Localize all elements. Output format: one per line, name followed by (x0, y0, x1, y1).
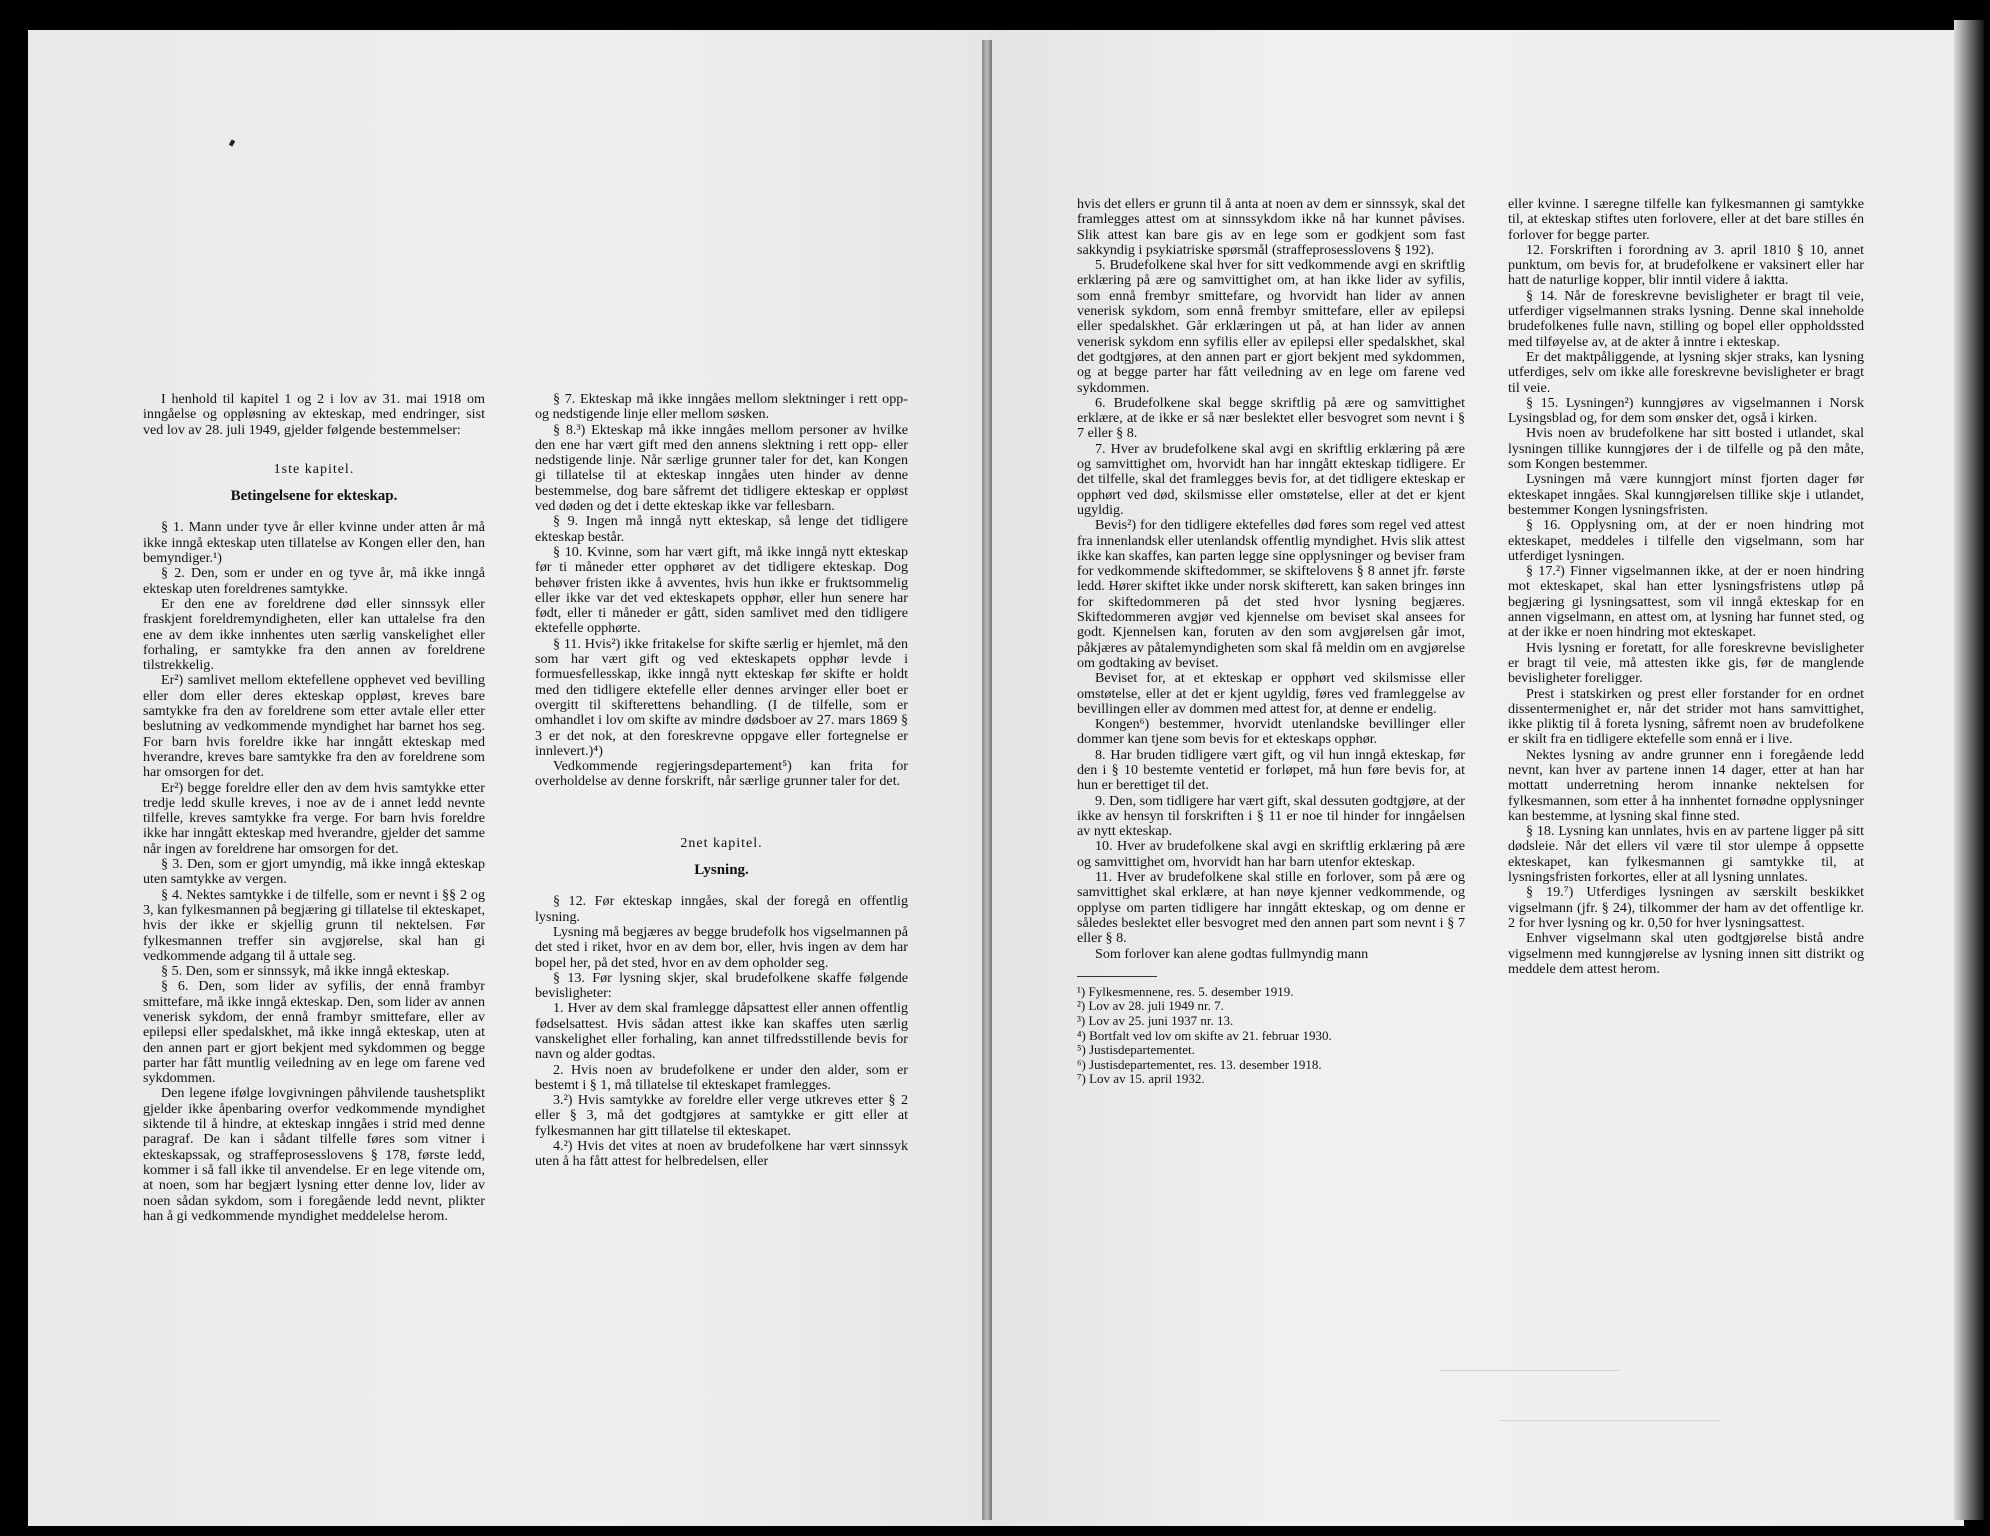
footnote: ⁶) Justisdepartementet, res. 13. desember 1918. (1077, 1056, 1322, 1072)
paragraph: Enhver vigselmann skal uten godtgjørelse bistå andre vigselmenn med kunngjørelse av lysning innen sitt distrikt og meddele dem attest herom. (1508, 930, 1864, 977)
chapter-1-title: Betingelsene for ekteskap. (230, 488, 398, 505)
paragraph: Vedkommende regjeringsdepartement⁵) kan frita for overholdelse av denne forskrift, når særlige grunner taler for det. (535, 758, 908, 790)
paragraph: Hvis noen av brudefolkene har sitt bosted i utlandet, skal lysningen tillike kunngjøres der i de tilfelle og på den måte, som Kongen bestemmer. (1508, 425, 1864, 473)
paragraph: Er²) samlivet mellom ektefellene opphevet ved bevilling eller dom eller deres ekteskap oppløst, kreves bare samtykke fra den av foreldrene som etter avtale eller etter beslutning av vedkommende myndighet har barnet hos seg. For barn hvis foreldre ikke har inngått ekteskap med hverandre, kreves bare samtykke fra den av foreldrene som har omsorgen for det. (143, 672, 485, 781)
paragraph: § 16. Opplysning om, at der er noen hindring mot ekteskapet, meddeles i tilfelle den vigselmann, som har utferdiget lysningen. (1508, 517, 1864, 564)
left-column-a (143, 392, 485, 1224)
paragraph: Lysningen må være kunngjort minst fjorten dager før ekteskapet inngåes. Skal kunngjørelsen tillike skje i utlandet, bestemmer Kongen lysningsfristen. (1508, 471, 1864, 518)
paragraph: § 1. Mann under tyve år eller kvinne under atten år må ikke inngå ekteskap uten tillatelse av Kongen eller den, han bemyndiger.¹) (143, 519, 485, 567)
paragraph: § 12. Før ekteskap inngåes, skal der foregå en offentlig lysning. (535, 893, 908, 925)
paragraph: § 2. Den, som er under en og tyve år, må ikke inngå ekteskap uten foreldrenes samtykke. (143, 565, 485, 597)
paragraph: Er den ene av foreldrene død eller sinnssyk eller fraskjent foreldremyndigheten, eller kan uttalelse fra den ene av dem ikke innhentes uten særlig vanskelighet eller forhaling, er samtykke fra den annen av foreldrene tilstrekkelig. (143, 595, 485, 674)
paragraph: 12. Forskriften i forordning av 3. april 1810 § 10, annet punktum, om bevis for, at brudefolkene er vaksinert eller har hatt de naturlige kopper, blir inntil videre å iaktta. (1508, 241, 1864, 289)
paragraph: 6. Brudefolkene skal begge skriftlig på ære og samvittighet erklære, at de ikke er så nær beslektet eller besvogret som nevnt i § 7 eller § 8. (1077, 394, 1465, 442)
footnote: ²) Lov av 28. juli 1949 nr. 7. (1077, 998, 1224, 1014)
book-gutter (982, 40, 992, 1520)
left-column-b (535, 392, 908, 1170)
footnote: ¹) Fylkesmennene, res. 5. desember 1919. (1077, 983, 1294, 999)
chapter-2-label: 2net kapitel. (680, 835, 763, 851)
paragraph: Hvis lysning er foretatt, for alle foreskrevne bevisligheter er bragt til veie, må attesten ikke gis, før de manglende bevisligheter foreligger. (1508, 639, 1864, 687)
paragraph: § 5. Den, som er sinnssyk, må ikke inngå ekteskap. (161, 963, 450, 980)
footnote: ³) Lov av 25. juni 1937 nr. 13. (1077, 1013, 1234, 1029)
paragraph: 7. Hver av brudefolkene skal avgi en skriftlig erklæring på ære og samvittighet om, hvorvidt han har inngått ekteskap tidligere. Er det tilfelle, skal det framlegges bevis for, at det tidligere ekteskap er opphørt ved død, skilsmisse eller omstøtelse, eller at det er kjent ugyldig. (1077, 440, 1465, 518)
paragraph: 4.²) Hvis det vites at noen av brudefolkene har vært sinnssyk uten å ha fått attest for helbredelsen, eller (535, 1138, 908, 1170)
chapter-1-label: 1ste kapitel. (273, 461, 355, 477)
paragraph: Er det maktpåliggende, at lysning skjer straks, kan lysning utferdiges, selv om ikke alle foreskrevne bevisligheter er bragt til veie. (1508, 348, 1864, 396)
paragraph: § 15. Lysningen²) kunngjøres av vigselmannen i Norsk Lysingsblad og, for dem som ønsker det, også i kirken. (1508, 394, 1864, 427)
paragraph: Lysning må begjæres av begge brudefolk hos vigselmannen på det sted i riket, hvor en av dem bor, eller, hvis ingen av dem har bopel her, på det sted, hvor en av dem opholder seg. (535, 923, 908, 971)
paragraph: § 7. Ekteskap må ikke inngåes mellom slektninger i rett opp- og nedstigende linje eller mellom søsken. (535, 391, 908, 423)
paragraph: § 13. Før lysning skjer, skal brudefolkene skaffe følgende bevisligheter: (535, 969, 908, 1002)
paragraph: Den legene ifølge lovgivningen påhvilende taushetsplikt gjelder ikke åpenbaring overfor vedkommende myndighet siktende til å hindre, at ekteskap inngåes i strid med denne paragraf. De kan i sådant tilfelle føres som vitner i ekteskapssak, og straffeprosesslovens § 178, første ledd, kommer i så fall ikke til anvendelse. Er en lege vitende om, at noen, som har begjært lysning etter denne lov, lider av noen sådan sykdom, som i foregående ledd nevnt, plikter han å gi vedkommende myndighet meddelelse herom. (143, 1085, 485, 1224)
paragraph: § 4. Nektes samtykke i de tilfelle, som er nevnt i §§ 2 og 3, kan fylkesmannen på begjæring gi tillatelse til ekteskapet, hvis der ikke er skjellig grunn til nektelsen. Før fylkesmannen treffer sin avgjørelse, skal han gi vedkommende adgang til å uttale seg. (143, 886, 485, 964)
paragraph: 2. Hvis noen av brudefolkene er under den alder, som er bestemt i § 1, må tillatelse til ekteskapet framlegges. (535, 1061, 908, 1093)
scratch-mark (1440, 1370, 1620, 1371)
paragraph: 10. Hver av brudefolkene skal avgi en skriftlig erklæring på ære og samvittighet om, hvorvidt han har barn utenfor ekteskap. (1077, 838, 1465, 870)
intro-paragraph: I henhold til kapitel 1 og 2 i lov av 31. mai 1918 om inngåelse og oppløsning av ekteskap, med endringer, sist ved lov av 28. juli 1949, gjelder følgende bestemmelser: (143, 391, 485, 438)
right-column-a (1077, 197, 1465, 1087)
footnote: ⁷) Lov av 15. april 1932. (1077, 1071, 1205, 1087)
paragraph: 3.²) Hvis samtykke av foreldre eller verge utkreves etter § 2 eller § 3, må det godtgjøres at samtykke er gitt eller at fylkesmannen har gitt tillatelse til ekteskapet. (535, 1092, 908, 1139)
paragraph: Prest i statskirken og prest eller forstander for en ordnet dissentermenighet er, når det strider mot hans samvittighet, ikke pliktig til å foreta lysning, såfremt noen av brudefolkene er skilt fra en tidligere ektefelle som ennå er i live. (1508, 685, 1864, 748)
paragraph: § 19.⁷) Utferdiges lysningen av særskilt beskikket vigselmann (jfr. § 24), tilkommer der ham av det offentlige kr. 2 for hver lysning og kr. 0,50 for hver lysningsattest. (1508, 884, 1864, 931)
paragraph: § 14. Når de foreskrevne bevisligheter er bragt til veie, utferdiger vigselmannen straks lysning. Denne skal inneholde brudefolkenes fulle navn, stilling og bopel eller oppholdssted med tilføyelse av, at de akter å inntre i ekteskap. (1508, 287, 1864, 350)
paragraph: Som forlover kan alene godtas fullmyndig mann (1095, 945, 1369, 962)
paragraph: Er²) begge foreldre eller den av dem hvis samtykke etter tredje ledd skulle kreves, i noe av de i annet ledd nevnte tilfelle, kreves samtykke fra verge. For barn hvis foreldre ikke har inngått ekteskap med hverandre, gjelder det samme når ingen av foreldrene har omsorgen for det. (143, 779, 485, 857)
paragraph: § 9. Ingen må inngå nytt ekteskap, så lenge det tidligere ekteskap består. (535, 513, 908, 545)
paragraph: § 3. Den, som er gjort umyndig, må ikke inngå ekteskap uten samtykke av vergen. (143, 856, 485, 888)
paragraph: § 10. Kvinne, som har vært gift, må ikke inngå nytt ekteskap før ti måneder etter opphøret av det tidligere ekteskap. Dog behøver fristen ikke å avventes, hvis hun ikke er fruktsommelig eller ikke var det ved ekteskapets opphør, eller hun senere har født, eller ti måneder er gått, siden samlivet med den tidligere ektefelle opphørte. (535, 543, 908, 637)
paragraph: 8. Har bruden tidligere vært gift, og vil hun inngå ekteskap, før den i § 10 bestemte ventetid er forløpet, må hun føre bevis for, at hun er berettiget til det. (1077, 746, 1465, 794)
paragraph: 11. Hver av brudefolkene skal stille en forlover, som på ære og samvittighet skal erklære, at han nøye kjenner vedkommende, og opplyse om parten tidligere har inngått ekteskap, og om denne er således beslektet eller besvogret med den annen part som nevnt i § 7 eller § 8. (1077, 869, 1465, 947)
chapter-2-title: Lysning. (694, 862, 749, 879)
paragraph: Bevis²) for den tidligere ektefelles død føres som regel ved attest fra innenlandsk eller utenlandsk offentlig myndighet. Hvis slik attest ikke kan skaffes, kan parten legge sine opplysninger og beviser fram for vedkommende skiftedommer, se skiftelovens § 8 annet jfr. første ledd. Hører skiftet ikke under norsk skifterett, kan saken bringes inn for skiftedommeren på det sted hvor lysning begjæres. Skiftedommeren avgjør ved kjennelse om beviset skal ansees for godt. Kjennelsen kan, foruten av den som avgjørelsen går imot, påkjæres av påtalemyndigheten som skal få meldin om en avgjørelse om godtaking av beviset. (1077, 517, 1465, 671)
paragraph: Nektes lysning av andre grunner enn i foregående ledd nevnt, kan hver av partene innen 14 dager, etter at han har mottatt underretning herom innanke nektelsen for fylkesmannen, som etter å ha innhentet fornødne opplysninger kan bestemme, at lysning skal finne sted. (1508, 746, 1864, 824)
paragraph: Beviset for, at et ekteskap er opphørt ved skilsmisse eller omstøtelse, eller at det er kjent ugyldig, føres ved framleggelse av bevillingen eller av dommen med attest for, at denne er endelig. (1077, 670, 1465, 717)
page-edge-shadow (1954, 20, 1984, 1520)
paragraph: § 8.³) Ekteskap må ikke inngåes mellom personer av hvilke den ene har vært gift med den annens slektning i rett opp- eller nedstigende linje. Når særlige grunner taler for det, kan Kongen gi tillatelse til at ekteskap inngåes uten hinder av denne bestemmelse, dog bare såfremt det tidligere ekteskap er oppløst ved døden og det i dette ekteskap ikke var fellesbarn. (535, 421, 908, 515)
paragraph: § 11. Hvis²) ikke fritakelse for skifte særlig er hjemlet, må den som har vært gift og ved ekteskapets opphør levde i formuesfellesskap, ikke inngå nytt ekteskap før skifte er holdt med den tidligere ektefelle eller dennes arvinger eller boet er overgitt til skifterettens behandling. (I de tilfelle, som er omhandlet i lov om skifte av mindre dødsboer av 27. mars 1869 § 3 er det nok, at den foreskrevne oppgave eller fortegnelse er innlevert.)⁴) (535, 635, 908, 759)
footnote: ⁴) Bortfalt ved lov om skifte av 21. februar 1930. (1077, 1027, 1332, 1043)
paragraph: § 18. Lysning kan unnlates, hvis en av partene ligger på sitt dødsleie. Når det ellers vil være til stor ulempe å oppsette ekteskapet, kan fylkesmannen gi samtykke til, at lysningsfristen forkortes, eller at all lysning unnlates. (1508, 823, 1864, 886)
paragraph: eller kvinne. I særegne tilfelle kan fylkesmannen gi samtykke til, at ekteskap stiftes uten forlovere, eller at det bare stilles én forlover for begge parter. (1508, 196, 1864, 243)
paragraph: 1. Hver av dem skal framlegge dåpsattest eller annen offentlig fødselsattest. Hvis sådan attest ikke kan skaffes uten særlig vanskelighet eller forhaling, kan annet tilfredsstillende bevis for navn og alder godtas. (535, 1000, 908, 1063)
scratch-mark (1500, 1420, 1720, 1421)
right-column-b (1508, 197, 1864, 977)
paragraph: hvis det ellers er grunn til å anta at noen av dem er sinnssyk, skal det framlegges attest om at sinnssykdom ikke nå har kunnet påvises. Slik attest kan bare gis av en lege som er godkjent som fast sakkyndig i psykiatriske spørsmål (straffeprosesslovens § 192). (1077, 196, 1465, 258)
footnote-rule (1077, 976, 1157, 977)
paragraph: 5. Brudefolkene skal hver for sitt vedkommende avgi en skriftlig erklæring på ære og samvittighet om, at han ikke lider av syfilis, som ennå frembyr smittefare, og hvorvidt han lider av annen venerisk sykdom, som ennå frembyr smittefare, eller av epilepsi eller spedalskhet. Går erklæringen ut på, at han lider av annen venerisk sykdom enn syfilis eller av epilepsi eller spedalskhet, skal det godtgjøres, at den annen part er gjort bekjent med sykdommen, og at begge parter har fått veiledning av en lege om farene ved sykdommen. (1077, 257, 1465, 396)
footnote: ⁵) Justisdepartementet. (1077, 1042, 1195, 1058)
paragraph: 9. Den, som tidligere har vært gift, skal dessuten godtgjøre, at der ikke av hensyn til forskriften i § 11 er noe til hinder for inngåelsen av nytt ekteskap. (1077, 792, 1465, 840)
paragraph: § 6. Den, som lider av syfilis, der ennå frambyr smittefare, må ikke inngå ekteskap. Den, som lider av annen venerisk sykdom, der ennå frambyr smittefare, eller av epilepsi eller spedalskhet, må ikke inngå ekteskap, uten at den annen part er gjort bekjent med sykdommen og begge parter har fått muntlig veiledning av en lege om farene ved sykdommen. (143, 978, 485, 1087)
paragraph: Kongen⁶) bestemmer, hvorvidt utenlandske bevillinger eller dommer kan tjene som bevis for et ekteskaps opphør. (1077, 716, 1465, 748)
paragraph: § 17.²) Finner vigselmannen ikke, at der er noen hindring mot ekteskapet, skal han etter lysningsfristens utløp på begjæring gi lysningsattest, som vil inngå ekteskap for en annen vigselmann, en attest om, at lysning har funnet sted, og at der ikke er noen hindring mot ekteskapet. (1508, 563, 1864, 641)
